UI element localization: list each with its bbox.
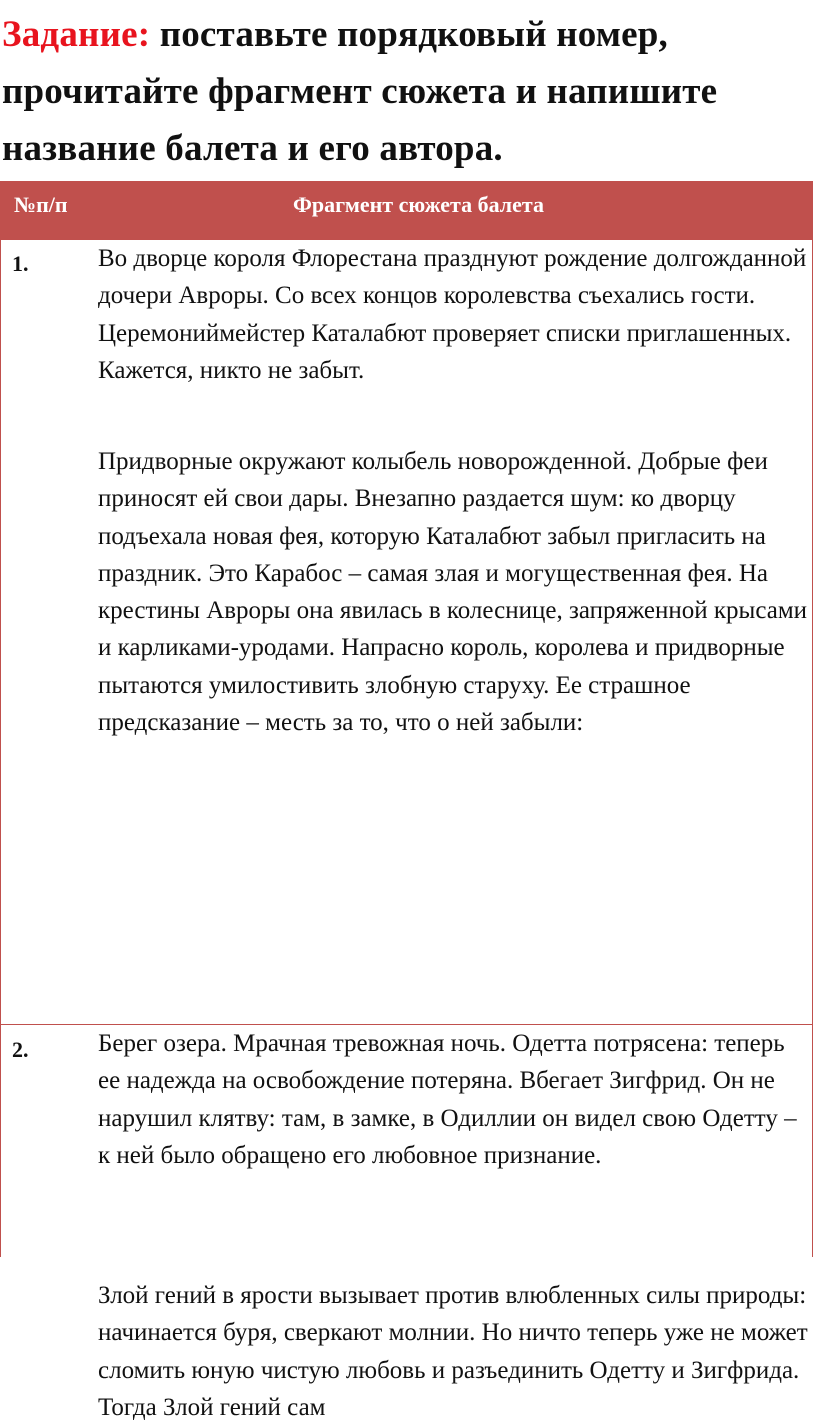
table-row [1, 240, 812, 1025]
fragment-paragraph: Во дворце короля Флорестана празднуют рождение долгожданной дочери Авроры. Со всех концов королевства съехались гости. Церемониймейстер Каталабют проверяет списки приглашенных. Кажется, никто не забыт. [98, 245, 807, 384]
header-fragment: Фрагмент сюжета балета [293, 192, 544, 217]
table-row [1, 1025, 812, 1421]
fragment-paragraph: Злой гений в ярости вызывает против влюбленных силы природы: начинается буря, сверкают молнии. Но ничто теперь уже не может сломить юную чистую любовь и разъединить Одетту и Зигфрида. Тогда Злой гений сам [98, 1282, 808, 1421]
task-heading [2, 6, 814, 177]
row-number: 2. [12, 1037, 29, 1062]
ballet-table [0, 181, 813, 1421]
header-number: №п/п [14, 192, 68, 217]
fragment-paragraph: Берег озера. Мрачная тревожная ночь. Одетта потрясена: теперь ее надежда на освобождение потеряна. Вбегает Зигфрид. Он не нарушил клятву: там, в замке, в Одиллии он видел свою Одетту – к ней было обращено его любовное признание. [98, 1030, 797, 1169]
task-label: Задание: [2, 14, 151, 55]
table-header-row [1, 181, 812, 240]
task-text: поставьте порядковый номер, прочитайте фрагмент сюжета и напишите название балета и его автора. [2, 14, 718, 169]
row-number: 1. [12, 251, 29, 276]
fragment-paragraph: Придворные окружают колыбель новорожденной. Добрые феи приносят ей свои дары. Внезапно раздается шум: ко дворцу подъехала новая фея, которую Каталабют забыл пригласить на праздник. Это Карабос – самая злая и могущественная фея. На крестины Авроры она явилась в колеснице, запряженной крысами и карликами-уродами. Напрасно король, королева и придворные пытаются умилостивить злобную старуху. Ее страшное предсказание – месть за то, что о ней забыли: [98, 448, 808, 737]
